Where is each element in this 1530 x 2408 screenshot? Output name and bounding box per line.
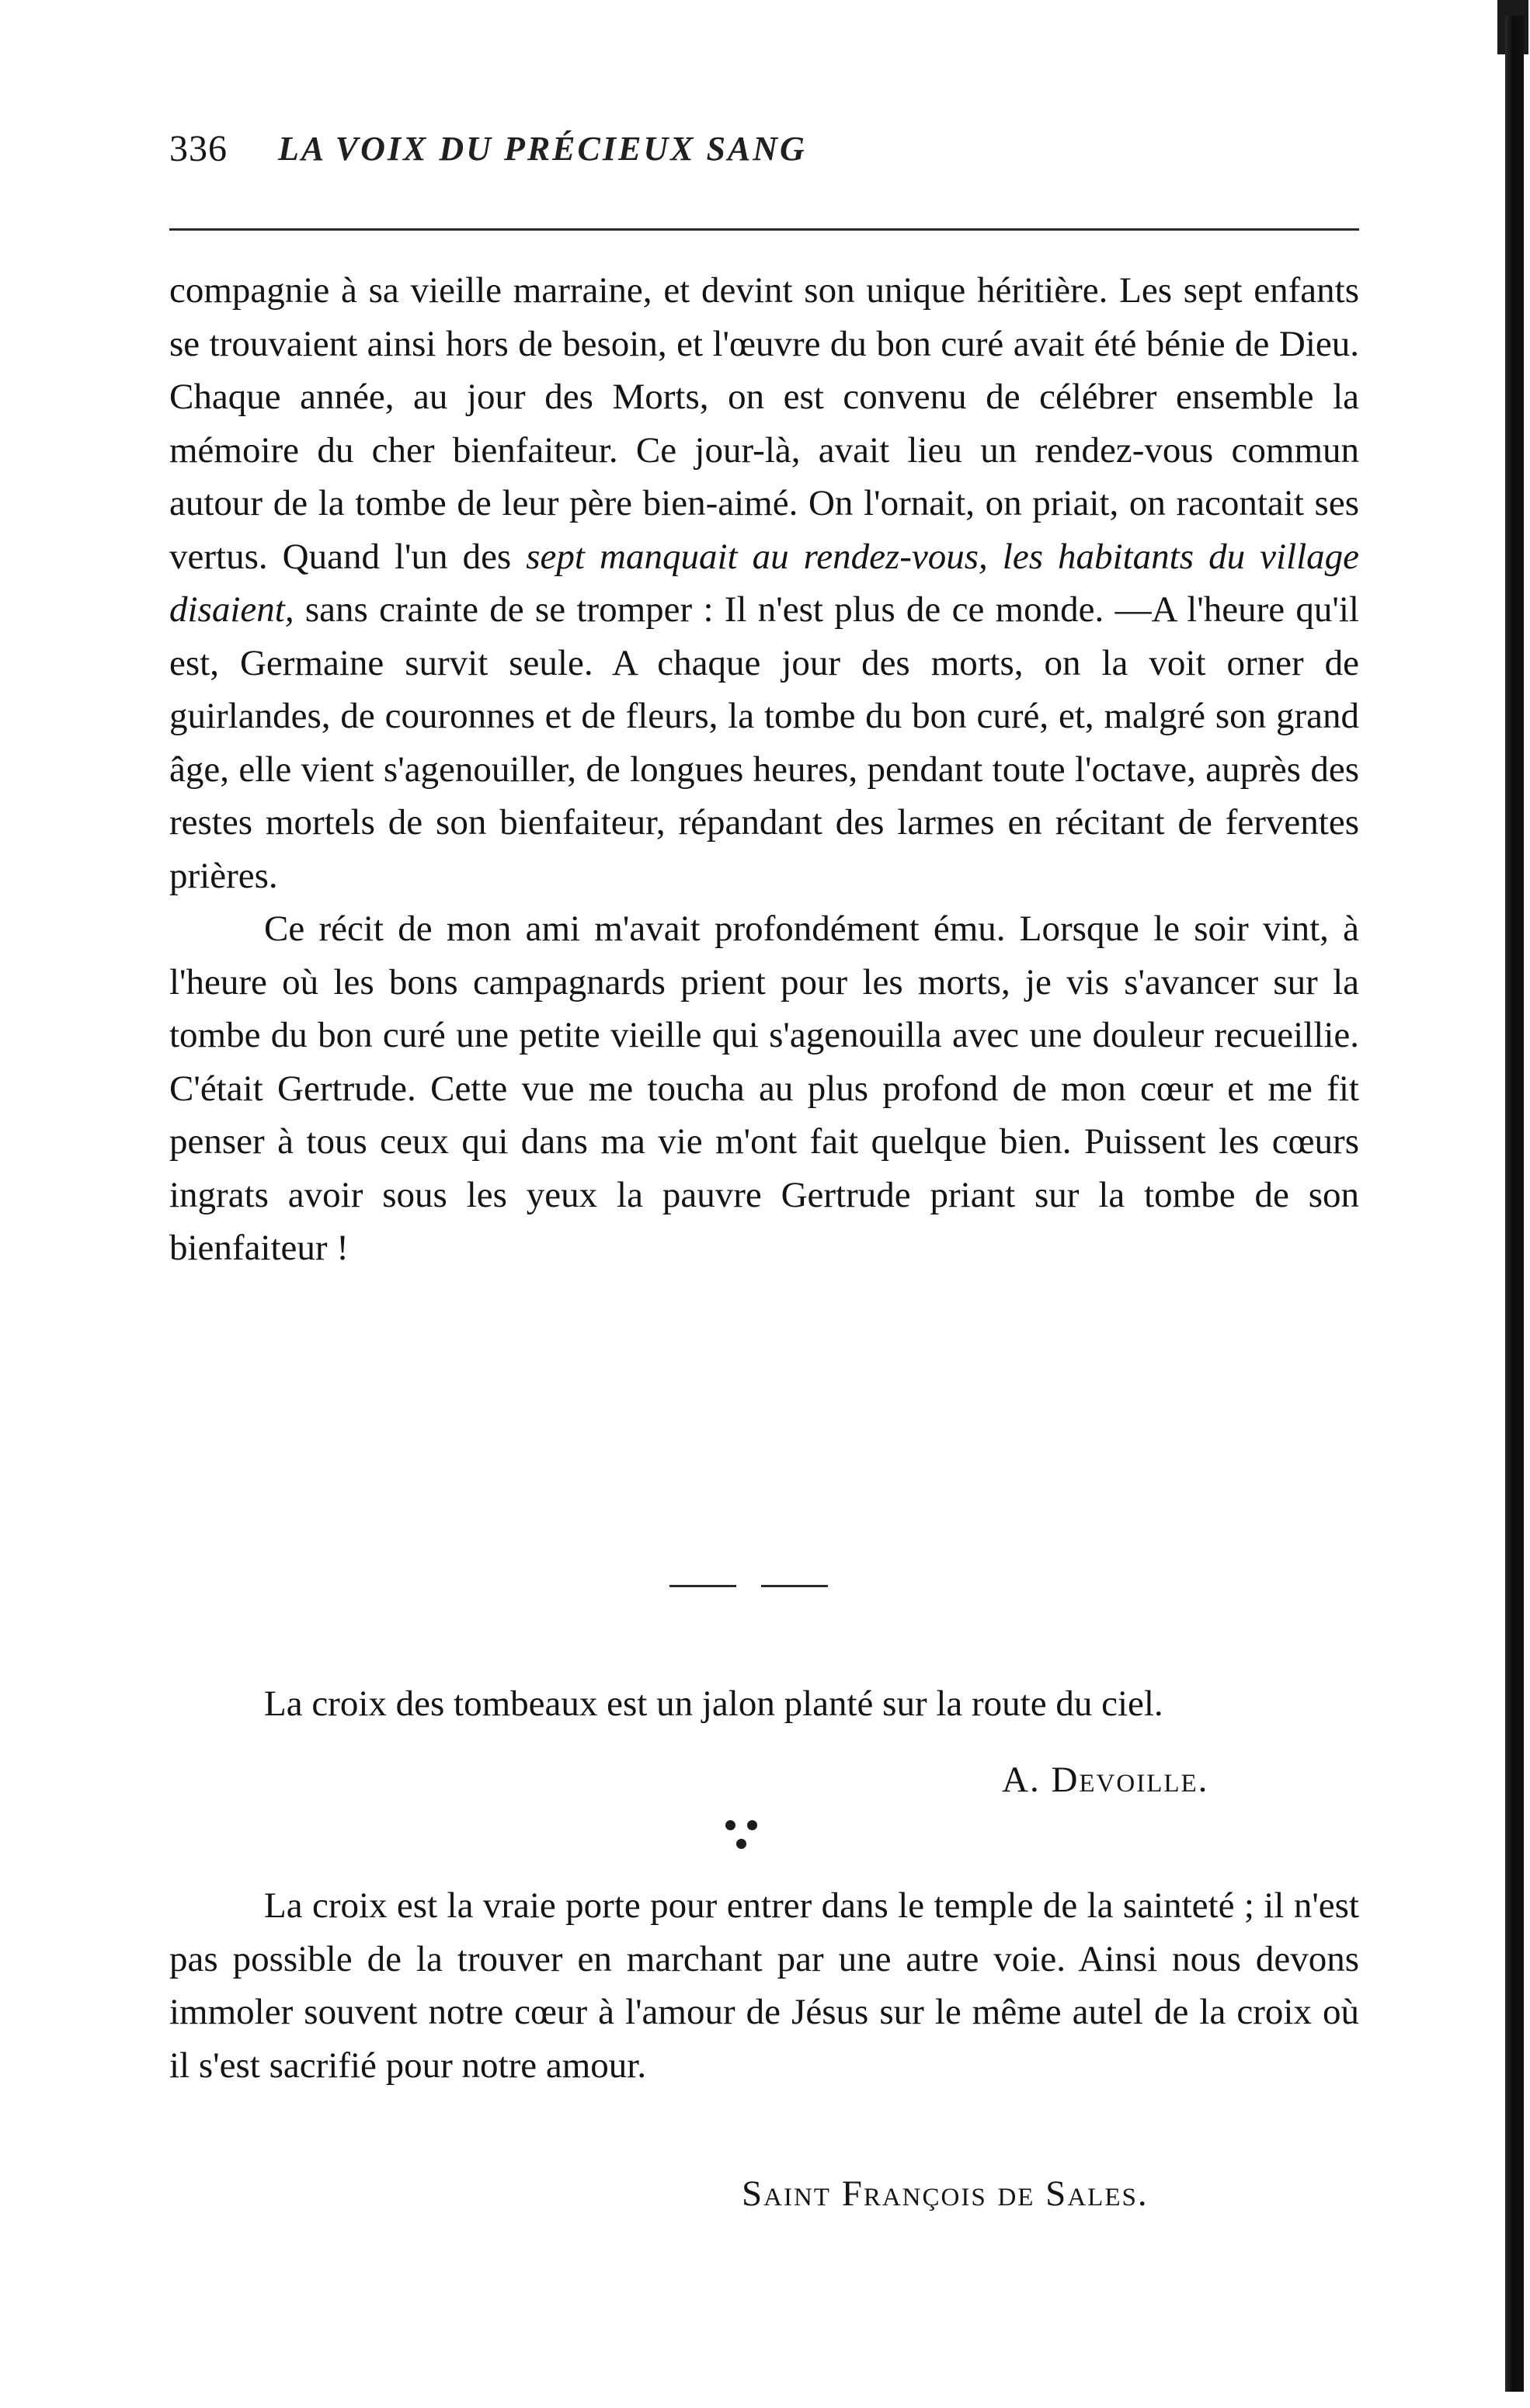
main-text bbox=[169, 264, 1359, 1275]
quote-2 bbox=[169, 1879, 1359, 2092]
paragraph-1-text: compagnie à sa vieille marraine, et devint son unique héritière. Les sept enfants se trouvaient ainsi hors de besoin, et l'œuvre du bon curé avait été bénie de Dieu. Chaque année, au jour des Morts, on est convenu de célébrer ensemble la mémoire du cher bienfaiteur. Ce jour-là, avait lieu un rendez-vous commun autour de la tombe de leur père bien-aimé. On l'ornait, on priait, on racontait ses vertus. Quand l'un des bbox=[169, 270, 1359, 577]
page-number: 336 bbox=[169, 128, 228, 169]
quote-1 bbox=[169, 1677, 1359, 1731]
paragraph-1 bbox=[169, 264, 1359, 902]
section-rule-right bbox=[761, 1585, 828, 1587]
paragraph-2: Ce récit de mon ami m'avait profondément ému. Lorsque le soir vint, à l'heure où les bons campagnards prient pour les morts, je vis s'avancer sur la tombe du bon curé une petite vieille qui s'agenouilla avec une douleur recueillie. C'était Gertrude. Cette vue me toucha au plus profond de mon cœur et me fit penser à tous ceux qui dans ma vie m'ont fait quelque bien. Puissent les cœurs ingrats avoir sous les yeux la pauvre Gertrude priant sur la tombe de son bienfaiteur ! bbox=[169, 909, 1359, 1268]
paragraph-1-italic: sept manquait au rendez-vous, les habitants du village disaient, bbox=[169, 536, 1360, 630]
asterism-separator bbox=[722, 1816, 769, 1862]
quote-1-text: La croix des tombeaux est un jalon planté sur la route du ciel. bbox=[264, 1684, 1163, 1724]
section-rule-left bbox=[669, 1585, 736, 1587]
quote-2-text: La croix est la vraie porte pour entrer dans le temple de la sainteté ; il n'est pas possible de la trouver en marchant par une autre voie. Ainsi nous devons immoler souvent notre cœur à l'amour de Jésus sur le même autel de la croix où il s'est sacrifié pour notre amour. bbox=[169, 1885, 1359, 2086]
quote-2-author-name: Saint François de Sales. bbox=[742, 2173, 1149, 2214]
quote-1-author-name: A. Devoille. bbox=[1002, 1760, 1209, 1800]
scan-border bbox=[1505, 16, 1524, 2392]
quote-1-author bbox=[1002, 1756, 1208, 1803]
quote-2-author bbox=[742, 2170, 1149, 2217]
paragraph-1-end: sans crainte de se tromper : Il n'est plus de ce monde. —A l'heure qu'il est, Germaine survit seule. A chaque jour des morts, on la voit orner de guirlandes, de couronnes et de fleurs, la tombe du bon curé, et, malgré son grand âge, elle vient s'agenouiller, de longues heures, pendant toute l'octave, auprès des restes mortels de son bienfaiteur, répandant des larmes en récitant de ferventes prières. bbox=[169, 589, 1359, 896]
running-title: LA VOIX DU PRÉCIEUX SANG bbox=[278, 130, 807, 168]
page-header bbox=[169, 118, 1358, 180]
header-rule bbox=[169, 228, 1359, 231]
